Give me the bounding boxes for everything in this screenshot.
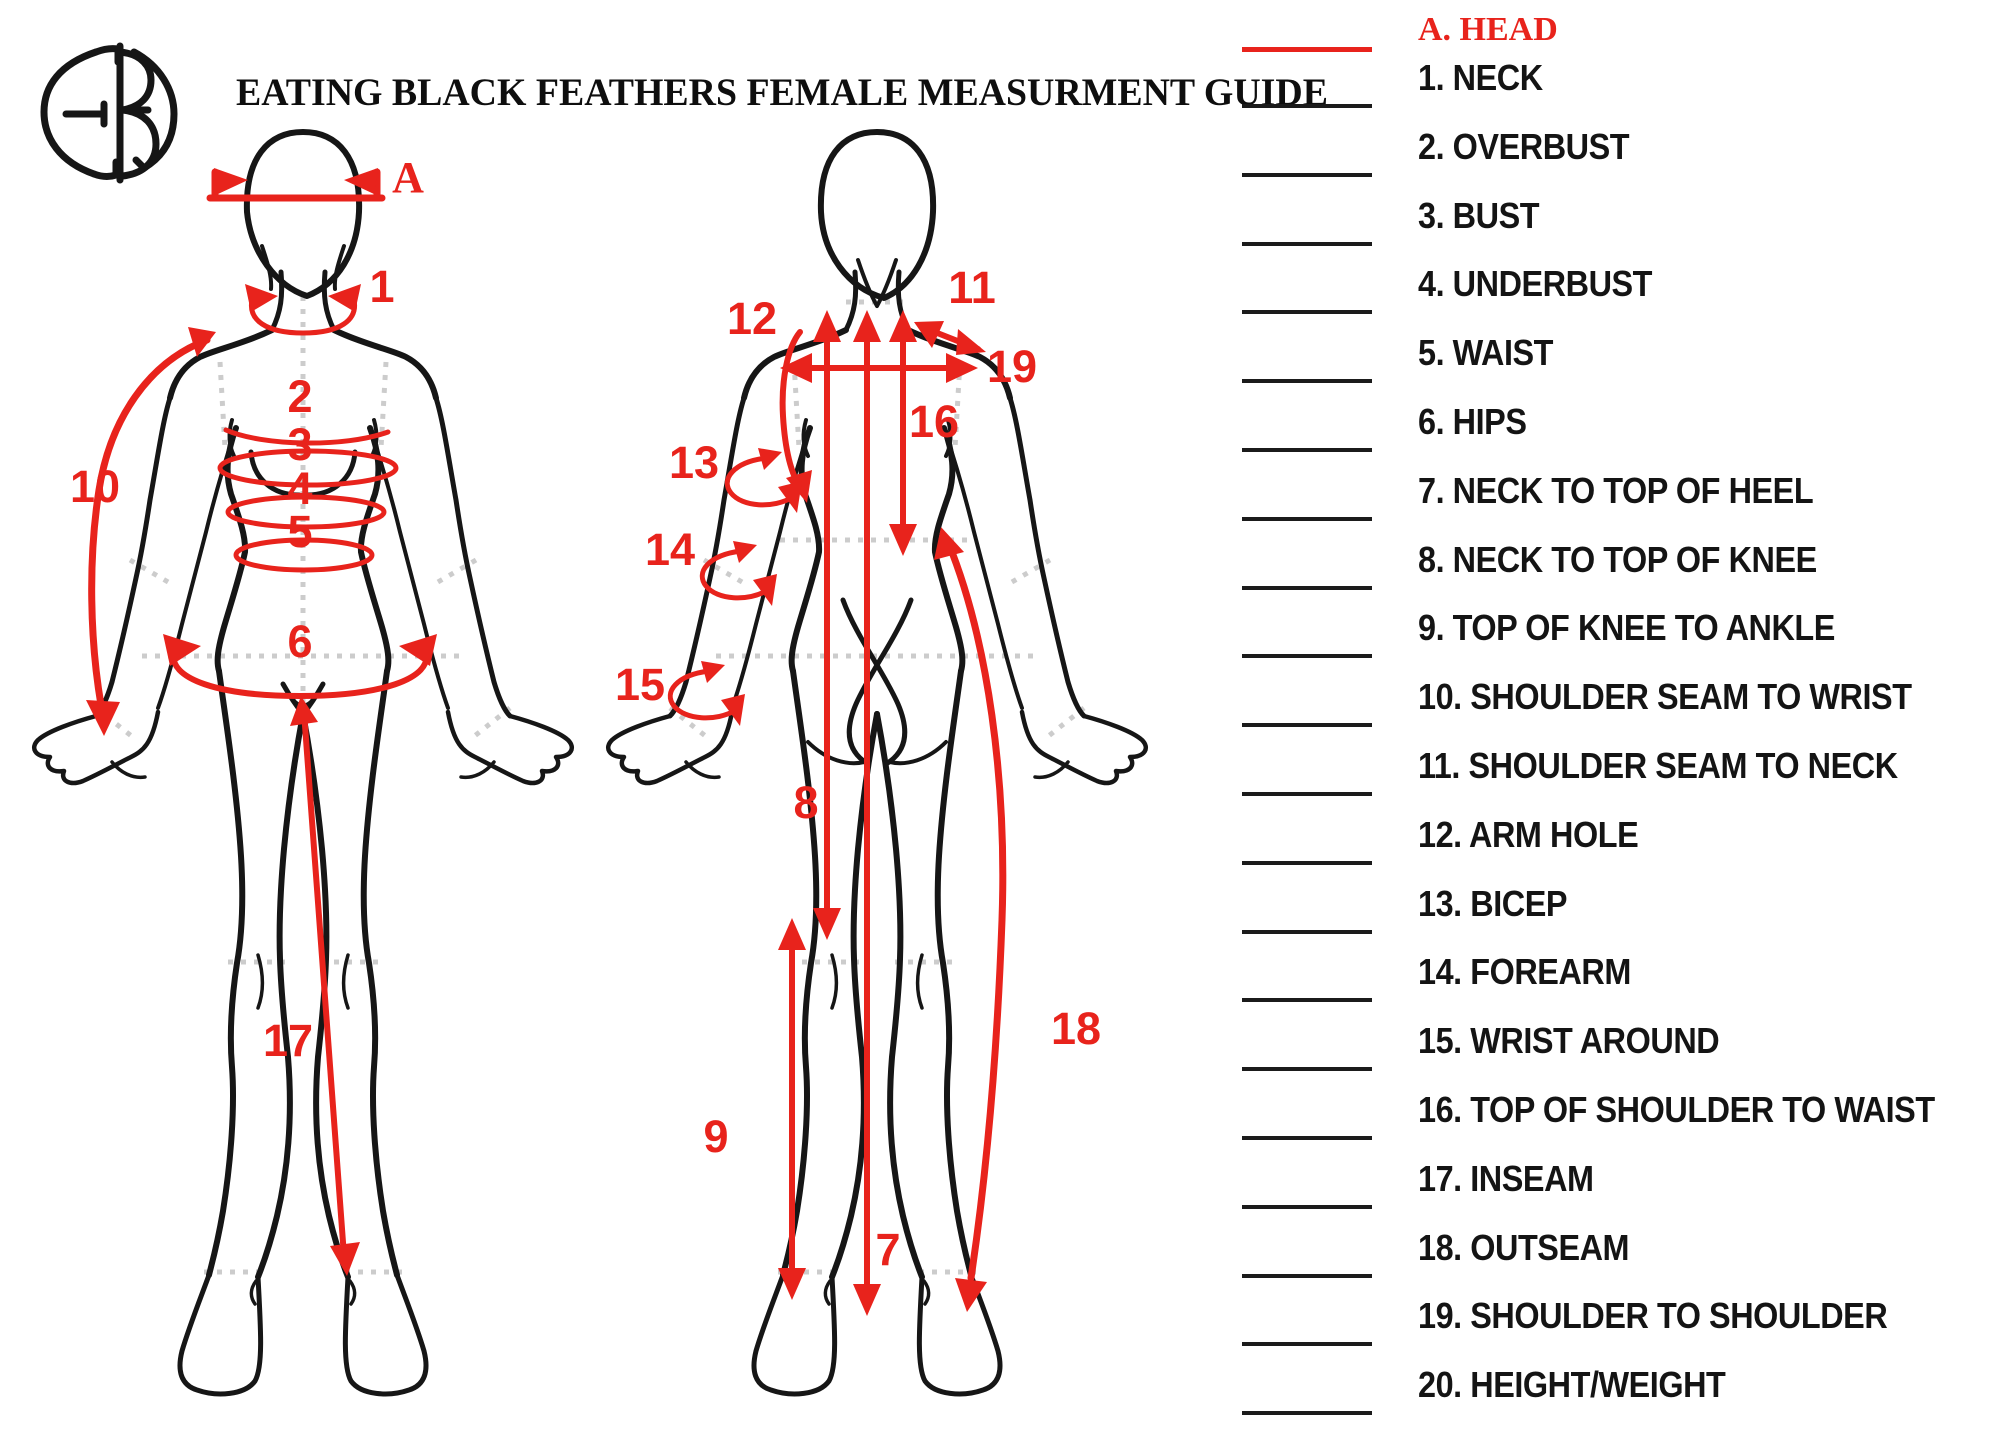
measurement-label: 8. NECK TO TOP OF KNEE <box>1418 539 1817 580</box>
measurement-row <box>1240 125 1980 169</box>
blank-line <box>1242 173 1372 177</box>
blank-line <box>1242 861 1372 865</box>
measurement-label: 4. UNDERBUST <box>1418 263 1653 304</box>
measurement-row <box>1240 813 1980 857</box>
measurement-label: 17. INSEAM <box>1418 1158 1594 1199</box>
measurement-row <box>1240 606 1980 650</box>
measurement-label: 12. ARM HOLE <box>1418 814 1639 855</box>
blank-line <box>1242 654 1372 658</box>
measurement-label: 11. SHOULDER SEAM TO NECK <box>1418 745 1898 786</box>
measurement-row <box>1240 262 1980 306</box>
back-figure-outline <box>608 132 1146 1394</box>
measurement-row <box>1240 400 1980 444</box>
measure-label-19: 19 <box>986 341 1038 392</box>
measure-label-A: A <box>392 153 424 202</box>
measurement-label: 5. WAIST <box>1418 332 1554 373</box>
measure-label-1: 1 <box>369 261 395 312</box>
measurement-row <box>1240 8 1980 52</box>
blank-line <box>1242 104 1372 108</box>
blank-line <box>1242 998 1372 1002</box>
blank-line <box>1242 1067 1372 1071</box>
measure-label-9: 9 <box>703 1111 729 1162</box>
measurement-row <box>1240 469 1980 513</box>
measurement-label: 7. NECK TO TOP OF HEEL <box>1418 470 1814 511</box>
measurement-row <box>1240 675 1980 719</box>
measurement-row <box>1240 538 1980 582</box>
measure-label-4: 4 <box>287 463 313 514</box>
measure-label-8: 8 <box>793 777 819 828</box>
blank-line <box>1242 1274 1372 1278</box>
blank-line <box>1242 47 1372 52</box>
blank-line <box>1242 379 1372 383</box>
measurement-label: 15. WRIST AROUND <box>1418 1020 1720 1061</box>
measurement-row <box>1240 1363 1980 1407</box>
measurement-label: 19. SHOULDER TO SHOULDER <box>1418 1295 1888 1336</box>
measurement-label: 14. FOREARM <box>1418 951 1631 992</box>
measure-label-15: 15 <box>614 659 666 710</box>
front-figure-outline <box>34 132 572 1394</box>
measurement-label: 13. BICEP <box>1418 883 1568 924</box>
measurement-label: 3. BUST <box>1418 195 1540 236</box>
measure-label-18: 18 <box>1050 1003 1102 1054</box>
measure-label-7: 7 <box>875 1224 901 1275</box>
measurement-row <box>1240 1226 1980 1270</box>
measurement-row <box>1240 331 1980 375</box>
measurement-row <box>1240 1157 1980 1201</box>
measure-label-2: 2 <box>287 371 313 422</box>
measure-label-17: 17 <box>262 1015 314 1066</box>
measurement-row <box>1240 1294 1980 1338</box>
blank-line <box>1242 1205 1372 1209</box>
blank-line <box>1242 1342 1372 1346</box>
blank-line <box>1242 586 1372 590</box>
measurement-row <box>1240 882 1980 926</box>
blank-line <box>1242 792 1372 796</box>
measurement-label: 6. HIPS <box>1418 401 1527 442</box>
measure-label-10: 10 <box>69 461 121 512</box>
measure-label-3: 3 <box>287 419 313 470</box>
measurement-row <box>1240 1088 1980 1132</box>
measurement-row <box>1240 56 1980 100</box>
measure-label-14: 14 <box>644 524 696 575</box>
blank-line <box>1242 1411 1372 1415</box>
measurement-label: 18. OUTSEAM <box>1418 1227 1630 1268</box>
blank-line <box>1242 723 1372 727</box>
blank-line <box>1242 517 1372 521</box>
measurement-label: 2. OVERBUST <box>1418 126 1630 167</box>
blank-line <box>1242 1136 1372 1140</box>
measurement-row <box>1240 1019 1980 1063</box>
blank-line <box>1242 242 1372 246</box>
measurement-list <box>1240 0 1980 1440</box>
blank-line <box>1242 448 1372 452</box>
measurement-row <box>1240 950 1980 994</box>
blank-line <box>1242 930 1372 934</box>
measure-label-12: 12 <box>726 293 778 344</box>
measurement-row <box>1240 744 1980 788</box>
measure-label-5: 5 <box>287 506 313 557</box>
measurement-label: 10. SHOULDER SEAM TO WRIST <box>1418 676 1912 717</box>
blank-line <box>1242 310 1372 314</box>
measurement-label: 16. TOP OF SHOULDER TO WAIST <box>1418 1089 1935 1130</box>
measure-label-13: 13 <box>668 437 720 488</box>
measure-label-11: 11 <box>948 262 996 313</box>
measurement-label: 1. NECK <box>1418 57 1543 98</box>
measurement-label: A. HEAD <box>1418 11 1558 48</box>
page-title: EATING BLACK FEATHERS FEMALE MEASURMENT GUIDE <box>236 71 1328 114</box>
measure-label-16: 16 <box>908 396 960 447</box>
measurement-label: 20. HEIGHT/WEIGHT <box>1418 1364 1726 1405</box>
measurement-row <box>1240 194 1980 238</box>
measure-label-6: 6 <box>287 616 313 667</box>
measurement-label: 9. TOP OF KNEE TO ANKLE <box>1418 607 1835 648</box>
